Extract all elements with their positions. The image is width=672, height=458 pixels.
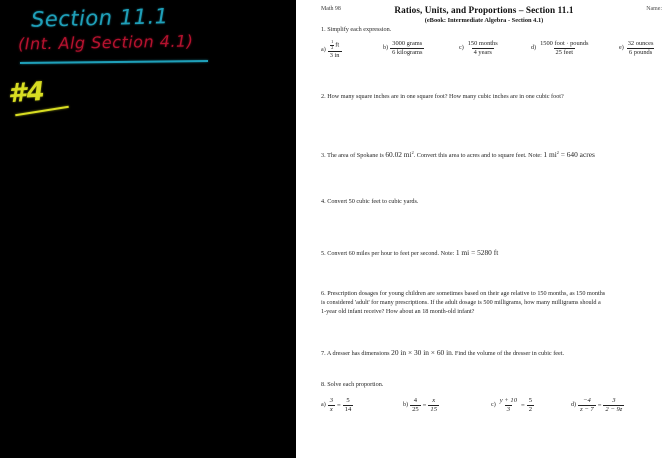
problem-8d-label: d) xyxy=(571,402,577,409)
problem-1-expressions xyxy=(321,40,672,59)
problem-8a-left-numerator: 3 xyxy=(329,397,334,404)
problem-8-expressions xyxy=(321,397,672,414)
problem-8a-left-denominator: x xyxy=(329,406,333,414)
problem-8c xyxy=(491,397,571,414)
problem-8-prompt: 8. Solve each proportion. xyxy=(321,381,384,388)
problem-8a-right-denominator: 14 xyxy=(344,406,352,414)
problem-1d xyxy=(531,40,619,57)
handwritten-problem-number: #4 xyxy=(6,76,47,110)
problem-1a-fraction xyxy=(328,40,342,59)
problem-8b-right-denominator: 15 xyxy=(430,406,437,414)
problem-1b-numerator: 3000 grams xyxy=(392,40,423,47)
name-field-label: Name: xyxy=(646,6,662,12)
problem-3-note-end: = 640 acres xyxy=(558,150,595,160)
problem-1b xyxy=(383,40,459,57)
handwritten-section-title: Section 11.1 xyxy=(30,4,169,32)
problem-8c-label: c) xyxy=(491,402,496,409)
problem-8d xyxy=(571,397,624,414)
problem-1a-denominator: 3 in xyxy=(329,52,340,60)
problem-1e-numerator: 32 ounces xyxy=(627,40,654,47)
problem-8d-left-denominator: z − 7 xyxy=(580,406,594,414)
course-label: Math 98 xyxy=(321,6,341,12)
problem-3-note-exponent: 2 xyxy=(556,150,559,155)
problem-3-text-pre: 3. The area of Spokane is xyxy=(321,152,386,160)
problem-7-text-post: . Find the volume of the dresser in cubic feet. xyxy=(451,350,565,357)
problem-1-prompt: 1. Simplify each expression. xyxy=(321,26,392,33)
problem-2-prompt: 2. How many square inches are in one square foot? How many cubic inches are in one cubic foot? xyxy=(321,93,564,100)
problem-8b-left-denominator: 25 xyxy=(412,406,419,414)
problem-4-prompt: 4. Convert 50 cubic feet to cubic yards. xyxy=(321,198,419,205)
worksheet-page xyxy=(296,0,672,458)
problem-8c-left-numerator: y + 10 xyxy=(499,397,518,404)
problem-8c-left-denominator: 3 xyxy=(506,406,511,414)
problem-1a-mini-numerator: 1 xyxy=(331,39,334,44)
problem-1a-numerator-unit: ft xyxy=(335,41,340,49)
problem-5-note: 1 mi = 5280 ft xyxy=(455,248,499,257)
problem-8a xyxy=(321,397,403,414)
problem-1e-label: e) xyxy=(619,45,624,52)
page-title: Ratios, Units, and Proportions – Section 11.1 xyxy=(394,5,574,15)
problem-3-note-value: 1 mi xyxy=(543,150,557,160)
problem-1c-numerator: 150 months xyxy=(467,40,498,47)
page-subtitle: (eBook: Intermediate Algebra - Section 4.1) xyxy=(424,17,544,24)
problem-1b-fraction xyxy=(390,40,424,57)
problem-8b xyxy=(403,397,491,414)
annotation-blackboard xyxy=(0,0,296,458)
problem-1b-denominator: 6 kilograms xyxy=(392,49,423,57)
problem-5-prompt xyxy=(321,248,672,259)
problem-1a-numerator xyxy=(328,40,341,51)
problem-1e-denominator: 6 pounds xyxy=(628,49,653,57)
problem-7-dimensions: 20 in × 30 in × 60 in xyxy=(391,348,452,357)
problem-8b-right-fraction xyxy=(428,397,439,414)
worksheet-document xyxy=(296,0,672,458)
problem-8c-left-fraction xyxy=(498,397,519,414)
problem-8d-left-fraction xyxy=(578,397,596,414)
problem-1d-fraction xyxy=(538,40,590,57)
problem-3-prompt xyxy=(321,150,672,161)
problem-6-line-3: 1-year old infant receive? How about an 18 month-old infant? xyxy=(321,308,475,315)
problem-1c-denominator: 4 years xyxy=(473,49,492,57)
problem-8c-right-fraction xyxy=(527,397,534,414)
problem-7-prompt xyxy=(321,348,672,359)
problem-3-value: 60.02 mi xyxy=(385,150,412,160)
problem-8d-right-denominator: 2 − 9z xyxy=(605,406,623,414)
problem-1c-label: c) xyxy=(459,45,464,52)
problem-5-text-pre: 5. Convert 60 miles per hour to feet per second. Note: xyxy=(321,250,456,257)
problem-1a-mini-fraction xyxy=(330,40,334,50)
handwritten-underline-rule xyxy=(20,60,208,64)
problem-1c-fraction xyxy=(466,40,500,57)
problem-1a-mini-denominator: 2 xyxy=(331,44,334,50)
problem-8b-left-numerator: 4 xyxy=(413,397,418,404)
problem-1e xyxy=(619,40,655,57)
problem-1b-label: b) xyxy=(383,45,389,52)
problem-6-line-2: is considered 'adult' for many prescriptions. If the adult dosage is 500 milligrams, how many milligrams should a xyxy=(321,299,601,306)
problem-8a-right-fraction xyxy=(343,397,354,414)
problem-8a-right-numerator: 5 xyxy=(346,397,350,404)
handwritten-section-subtitle: (Int. Alg Section 4.1) xyxy=(17,31,194,54)
problem-7-text-pre: 7. A dresser has dimensions xyxy=(321,350,392,357)
problem-8d-left-numerator: −4 xyxy=(583,397,591,404)
problem-8c-equals-sign: = xyxy=(521,401,525,409)
problem-8c-right-denominator: 2 xyxy=(528,406,533,414)
problem-8d-right-fraction xyxy=(603,397,624,414)
problem-1a-label: a) xyxy=(321,46,326,53)
problem-6-line-1: 6. Prescription dosages for young children are sometimes based on their age relative to 150 months, as 150 months xyxy=(321,290,606,297)
problem-8c-right-numerator: 5 xyxy=(528,397,533,404)
problem-8a-label: a) xyxy=(321,402,326,409)
problem-3-value-exponent: 2 xyxy=(411,150,414,155)
problem-8d-equals-sign: = xyxy=(597,401,602,409)
problem-8d-right-numerator: 3 xyxy=(612,397,616,404)
problem-1d-numerator: 1500 foot · pounds xyxy=(540,40,589,47)
problem-1c xyxy=(459,40,531,57)
problem-8b-equals-sign: = xyxy=(422,401,427,409)
problem-1a xyxy=(321,40,383,59)
problem-1e-fraction xyxy=(626,40,656,57)
problem-3-text-mid: . Convert this area to acres and to square feet. Note: xyxy=(413,152,544,160)
problem-1d-label: d) xyxy=(531,45,537,52)
problem-8a-left-fraction xyxy=(328,397,335,414)
problem-8b-label: b) xyxy=(403,402,409,409)
problem-8b-right-numerator: x xyxy=(432,397,436,404)
problem-1d-denominator: 25 feet xyxy=(555,49,574,57)
problem-8b-left-fraction xyxy=(410,397,421,414)
problem-8a-equals-sign: = xyxy=(337,401,341,409)
